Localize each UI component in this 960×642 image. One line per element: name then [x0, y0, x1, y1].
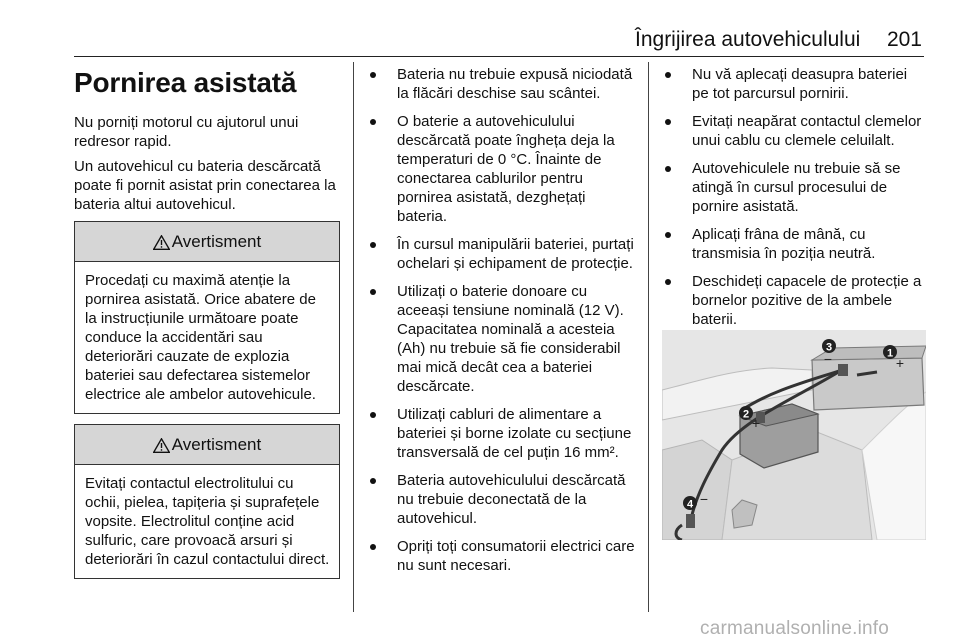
callout-1: 1: [886, 347, 894, 360]
header-rule: [74, 56, 924, 57]
list-item: O baterie a autovehiculului descărcată poate îngheța deja la temperaturi de 0 °C. Înainte de conectarea cablurilor pentru pornirea asistată, dezghețați bateria.: [368, 112, 636, 226]
list-item: Nu vă aplecați deasupra bateriei pe tot parcursul pornirii.: [663, 65, 927, 103]
precautions-list: [663, 65, 927, 329]
plus-sign: +: [751, 415, 761, 431]
warning-header: [75, 222, 339, 262]
intro-paragraph: Nu porniți motorul cu ajutorul unui redresor rapid.: [74, 114, 299, 150]
bullet-icon: [370, 478, 376, 484]
minus-sign: −: [699, 491, 709, 507]
list-item: Utilizați o baterie donoare cu aceeași tensiune nominală (12 V). Capacitatea nominală a acesteia (Ah) nu trebuie să fie considerabil mai mică decât cea a bateriei descărcate.: [368, 282, 636, 396]
figure-illustration: [662, 330, 926, 540]
bullet-icon: [665, 166, 671, 172]
plus-sign: +: [895, 355, 905, 371]
column-right: [663, 65, 927, 338]
bullet-icon: [665, 119, 671, 125]
running-head: [600, 28, 922, 52]
bullet-icon: [370, 119, 376, 125]
bullet-icon: [370, 412, 376, 418]
warning-box: [74, 221, 340, 414]
warning-header: [75, 425, 339, 465]
list-item: Utilizați cabluri de alimentare a bateriei și borne izolate cu secțiune transversală de cel puțin 16 mm².: [368, 405, 636, 462]
bullet-icon: [665, 72, 671, 78]
list-item: În cursul manipulării bateriei, purtați ochelari și echipament de protecție.: [368, 235, 636, 273]
list-item: Bateria autovehiculului descărcată nu trebuie deconectată de la autovehicul.: [368, 471, 636, 528]
warning-triangle-icon: [153, 235, 170, 250]
list-item: Deschideți capacele de protecție a bornelor pozitive de la ambele baterii.: [663, 272, 927, 329]
column-middle: [368, 65, 636, 584]
bullet-icon: [370, 289, 376, 295]
minus-sign: −: [823, 351, 833, 367]
watermark-text: carmanualsonline.info: [700, 618, 890, 639]
bullet-icon: [370, 72, 376, 78]
warning-text: Evitați contactul electrolitului cu ochii, pielea, tapițeria și suprafețele vopsite. Electrolitul conține acid sulfuric, care provoacă arsuri și deteriorări în cazul contactului direct.: [85, 475, 330, 568]
list-item: Aplicați frâna de mână, cu transmisia în poziția neutră.: [663, 225, 927, 263]
callout-4: 4: [686, 498, 694, 511]
warning-text: Procedați cu maximă atenție la pornirea asistată. Orice abatere de la instrucțiunile următoare poate conduce la accidentări sau deteriorări cauzate de explozia bateriei sau defectarea sistemelor electrice ale ambelor autovehicule.: [85, 272, 316, 403]
page-number: 201: [886, 28, 922, 51]
warning-heading: Avertisment: [171, 231, 262, 251]
column-divider: [648, 62, 649, 612]
bullet-icon: [370, 544, 376, 550]
list-item: Opriți toți consumatorii electrici care nu sunt necesari.: [368, 537, 636, 575]
intro-paragraph: Un autovehicul cu bateria descărcată poate fi pornit asistat prin conectarea la bateria altui autovehicul.: [74, 158, 336, 213]
warning-triangle-icon: [153, 438, 170, 453]
bullet-icon: [665, 279, 671, 285]
callout-2: 2: [742, 408, 750, 421]
column-left: [74, 62, 340, 579]
list-item: Bateria nu trebuie expusă niciodată la flăcări deschise sau scântei.: [368, 65, 636, 103]
list-item: Autovehiculele nu trebuie să se atingă în cursul procesului de pornire asistată.: [663, 159, 927, 216]
column-divider: [353, 62, 354, 612]
jump-start-figure: [662, 330, 926, 540]
callout-3: 3: [825, 341, 833, 354]
warning-box: [74, 424, 340, 579]
running-head-title: Îngrijirea autovehiculului: [635, 28, 861, 51]
list-item: Evitați neapărat contactul clemelor unui cablu cu clemele celuilalt.: [663, 112, 927, 150]
bullet-icon: [665, 232, 671, 238]
bullet-icon: [370, 242, 376, 248]
warning-heading: Avertisment: [171, 434, 262, 454]
section-title: Pornirea asistată: [74, 67, 297, 98]
precautions-list: [368, 65, 636, 575]
